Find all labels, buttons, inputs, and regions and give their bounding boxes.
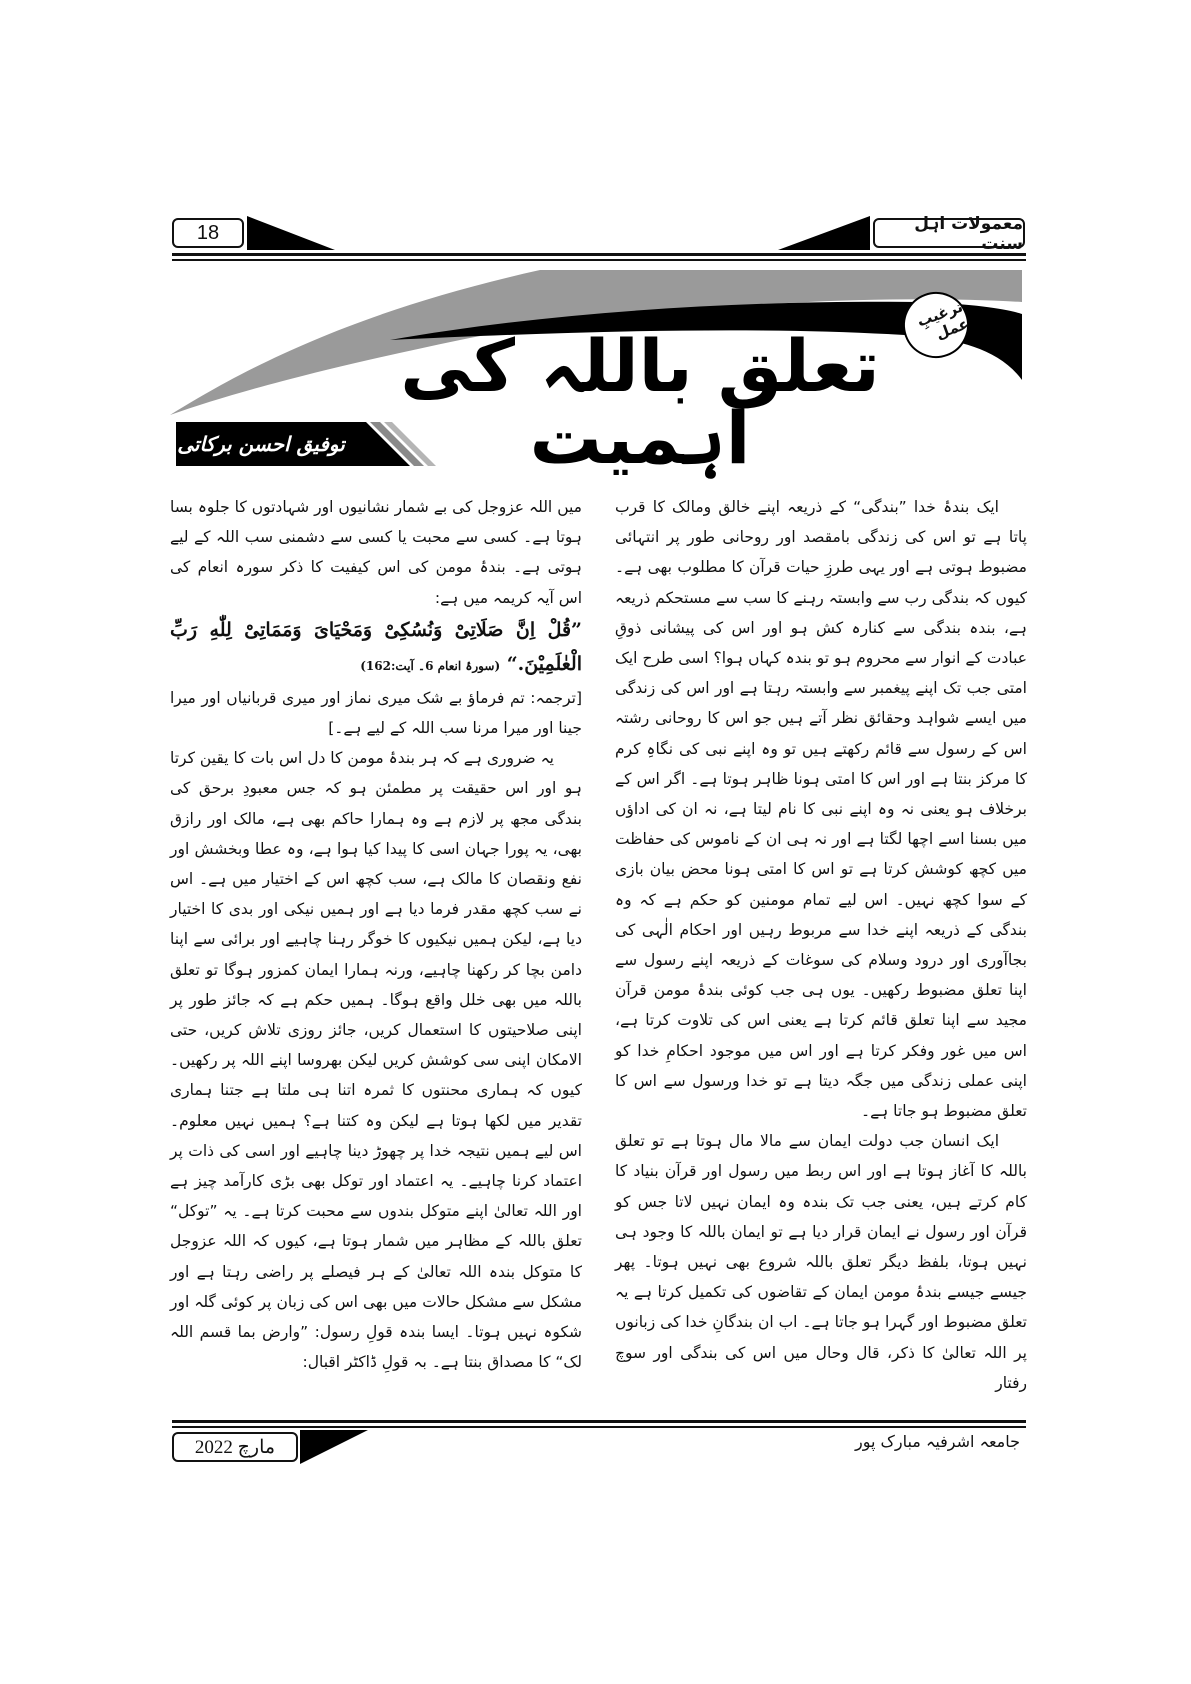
header-wedge-right [778, 216, 870, 252]
quran-verse-text: ”قُلْ اِنَّ صَلَاتِیْ وَنُسُكِیْ وَمَحْیَایَ وَمَمَاتِیْ لِلّٰهِ رَبِّ الْعٰلَمِیْنَ.“ [170, 618, 582, 675]
page-number-box [172, 218, 244, 248]
article-title: تعلق باللہ کی اہمیت [400, 324, 880, 480]
left-column [170, 492, 582, 1377]
page-number: 18 [196, 221, 220, 244]
paragraph: میں اللہ عزوجل کی بے شمار نشانیوں اور شہادتوں کا جلوہ بسا ہوتا ہے۔ کسی سے محبت یا کسی سے دشمنی سب اللہ کے لیے ہوتی ہے۔ بندۂ مومن کی اس کیفیت کا ذکر سورہ انعام کی اس آیہ کریمہ میں ہے: [170, 498, 582, 607]
issue-date: مارچ 2022 [194, 1436, 276, 1458]
author-banner-stripes [346, 422, 446, 466]
footer-rule-thin [172, 1426, 1026, 1428]
footer-rule [172, 1420, 1026, 1423]
issue-date-box [172, 1432, 298, 1462]
verse-reference: (سورۂ انعام 6۔ آیت:162) [360, 658, 501, 673]
quran-verse [170, 613, 582, 683]
footer-wedge [300, 1430, 370, 1466]
author-name: توفیق احسن برکاتی [177, 432, 345, 456]
magazine-name: معمولات اہل سنت [914, 213, 1023, 254]
section-badge-label: ترغیبِ عمل [914, 297, 972, 343]
publisher-name: جامعہ اشرفیہ مبارک پور [855, 1432, 1020, 1451]
header-wedge-left [247, 216, 337, 252]
author-banner [176, 422, 346, 466]
paragraph: یہ ضروری ہے کہ ہر بندۂ مومن کا دل اس بات کا یقین کرتا ہو اور اس حقیقت پر مطمئن ہو کہ جس معبودِ برحق کی بندگی مجھ پر لازم ہے وہ ہمارا حاکم بھی ہے، مالک اور رازق بھی، یہ پورا جہان اسی کا پیدا کیا ہوا ہے، وہ عطا وبخشش اور نفع ونقصان کا مالک ہے، سب کچھ اس کے اختیار میں ہے۔ اس نے سب کچھ مقدر فرما دیا ہے اور ہمیں نیکی اور بدی کا اختیار دیا ہے، لیکن ہمیں نیکیوں کا خوگر رہنا چاہیے اور برائی سے اپنا دامن بچا کر رکھنا چاہیے، ورنہ ہمارا ایمان کمزور ہوگا تو تعلق باللہ میں بھی خلل واقع ہوگا۔ ہمیں حکم ہے کہ جائز طور پر اپنی صلاحیتوں کا استعمال کریں، جائز روزی تلاش کریں، حتی الامکان اپنی سی کوشش کریں لیکن بھروسا اپنے اللہ پر رکھیں۔ کیوں کہ ہماری محنتوں کا ثمرہ اتنا ہی ملتا ہے جتنا ہماری تقدیر میں لکھا ہوتا ہے لیکن وہ کتنا ہے؟ ہمیں نہیں معلوم۔ اس لیے ہمیں نتیجہ خدا پر چھوڑ دینا چاہیے اور اسی کی ذات پر اعتماد کرنا چاہیے۔ یہ اعتماد اور توکل بھی بڑی کارآمد چیز ہے اور اللہ تعالیٰ اپنے متوکل بندوں سے محبت کرتا ہے۔ یہ ”توکل“ تعلق باللہ کے مظاہر میں شمار ہوتا ہے، کیوں کہ اللہ عزوجل کا متوکل بندہ اللہ تعالیٰ کے ہر فیصلے پر راضی رہتا ہے اور مشکل سے مشکل حالات میں بھی اس کی زبان پر کوئی گلہ اور شکوہ نہیں ہوتا۔ ایسا بندہ قولِ رسول: ”وارض بما قسم اللہ لک“ کا مصداق بنتا ہے۔ بہ قولِ ڈاکٹر اقبال: [170, 749, 582, 1372]
paragraph: ایک انسان جب دولت ایمان سے مالا مال ہوتا ہے تو تعلق باللہ کا آغاز ہوتا ہے اور اس ربط میں رسول اور قرآن بنیاد کا کام کرتے ہیں، یعنی جب تک بندہ وہ ایمان نہیں لاتا جس کو قرآن اور رسول نے ایمان قرار دیا ہے تو ایمان باللہ کا وجود ہی نہیں ہوتا، بلفظ دیگر تعلق باللہ شروع بھی نہیں ہوتا۔ پھر جیسے جیسے بندۂ مومن ایمان کے تقاضوں کی تکمیل کرتا ہے یہ تعلق مضبوط اور گہرا ہو جاتا ہے۔ اب ان بندگانِ خدا کی زبانوں پر اللہ تعالیٰ کا ذکر، قال وحال میں اس کی بندگی اور سوچ رفتار [615, 1132, 1027, 1392]
verse-translation: [ترجمہ: تم فرماؤ بے شک میری نماز اور میری قربانیاں اور میرا جینا اور میرا مرنا سب اللہ کے لیے ہے۔] [170, 688, 582, 738]
right-column [615, 492, 1027, 1398]
header-rule-thin [172, 259, 1026, 261]
header-rule [172, 253, 1026, 256]
paragraph: ایک بندۂ خدا ”بندگی“ کے ذریعہ اپنے خالق ومالک کا قرب پاتا ہے تو اس کی زندگی بامقصد اور روحانی طور پر انتہائی مضبوط ہوتی ہے اور یہی طرزِ حیات قرآن کا مطلوب بھی ہے۔ کیوں کہ بندگی رب سے وابستہ رہنے کا سب سے مستحکم ذریعہ ہے، بندہ بندگی سے کنارہ کش ہو اور اس کی پیشانی ذوقِ عبادت کے انوار سے محروم ہو تو بندہ کہاں ہوا؟ اسی طرح ایک امتی جب تک اپنے پیغمبر سے وابستہ رہتا ہے اور اس کی زندگی میں ایسے شواہد وحقائق نظر آتے ہیں جو اس کا روحانی رشتہ اس کے رسول سے قائم رکھتے ہیں تو وہ اپنے نبی کی نگاہِ کرم کا مرکز بنتا ہے اور اس کا امتی ہونا ظاہر ہوتا ہے۔ اگر اس کے برخلاف ہو یعنی نہ وہ اپنے نبی کا نام لیتا ہے، نہ ان کی اداؤں میں بسنا اسے اچھا لگتا ہے اور نہ ہی ان کے ناموس کی حفاظت میں کچھ کوشش کرتا ہے تو اس کا امتی ہونا محض بیان بازی کے سوا کچھ نہیں۔ اس لیے تمام مومنین کو حکم ہے کہ وہ بندگی کے ذریعہ اپنے خدا سے مربوط رہیں اور احکام الٰہی کی بجاآوری اور درود وسلام کی سوغات کے ذریعہ اپنے رسول سے اپنا تعلق مضبوط رکھیں۔ یوں ہی جب کوئی بندۂ مومن قرآن مجید سے اپنا تعلق قائم کرتا ہے یعنی اس کی تلاوت کرتا ہے، اس میں غور وفکر کرتا ہے اور اس میں موجود احکامِ خدا کو اپنی عملی زندگی میں جگہ دیتا ہے تو خدا ورسول سے اس کا تعلق مضبوط ہو جاتا ہے۔ [615, 498, 1027, 1121]
magazine-name-box [873, 213, 1025, 254]
